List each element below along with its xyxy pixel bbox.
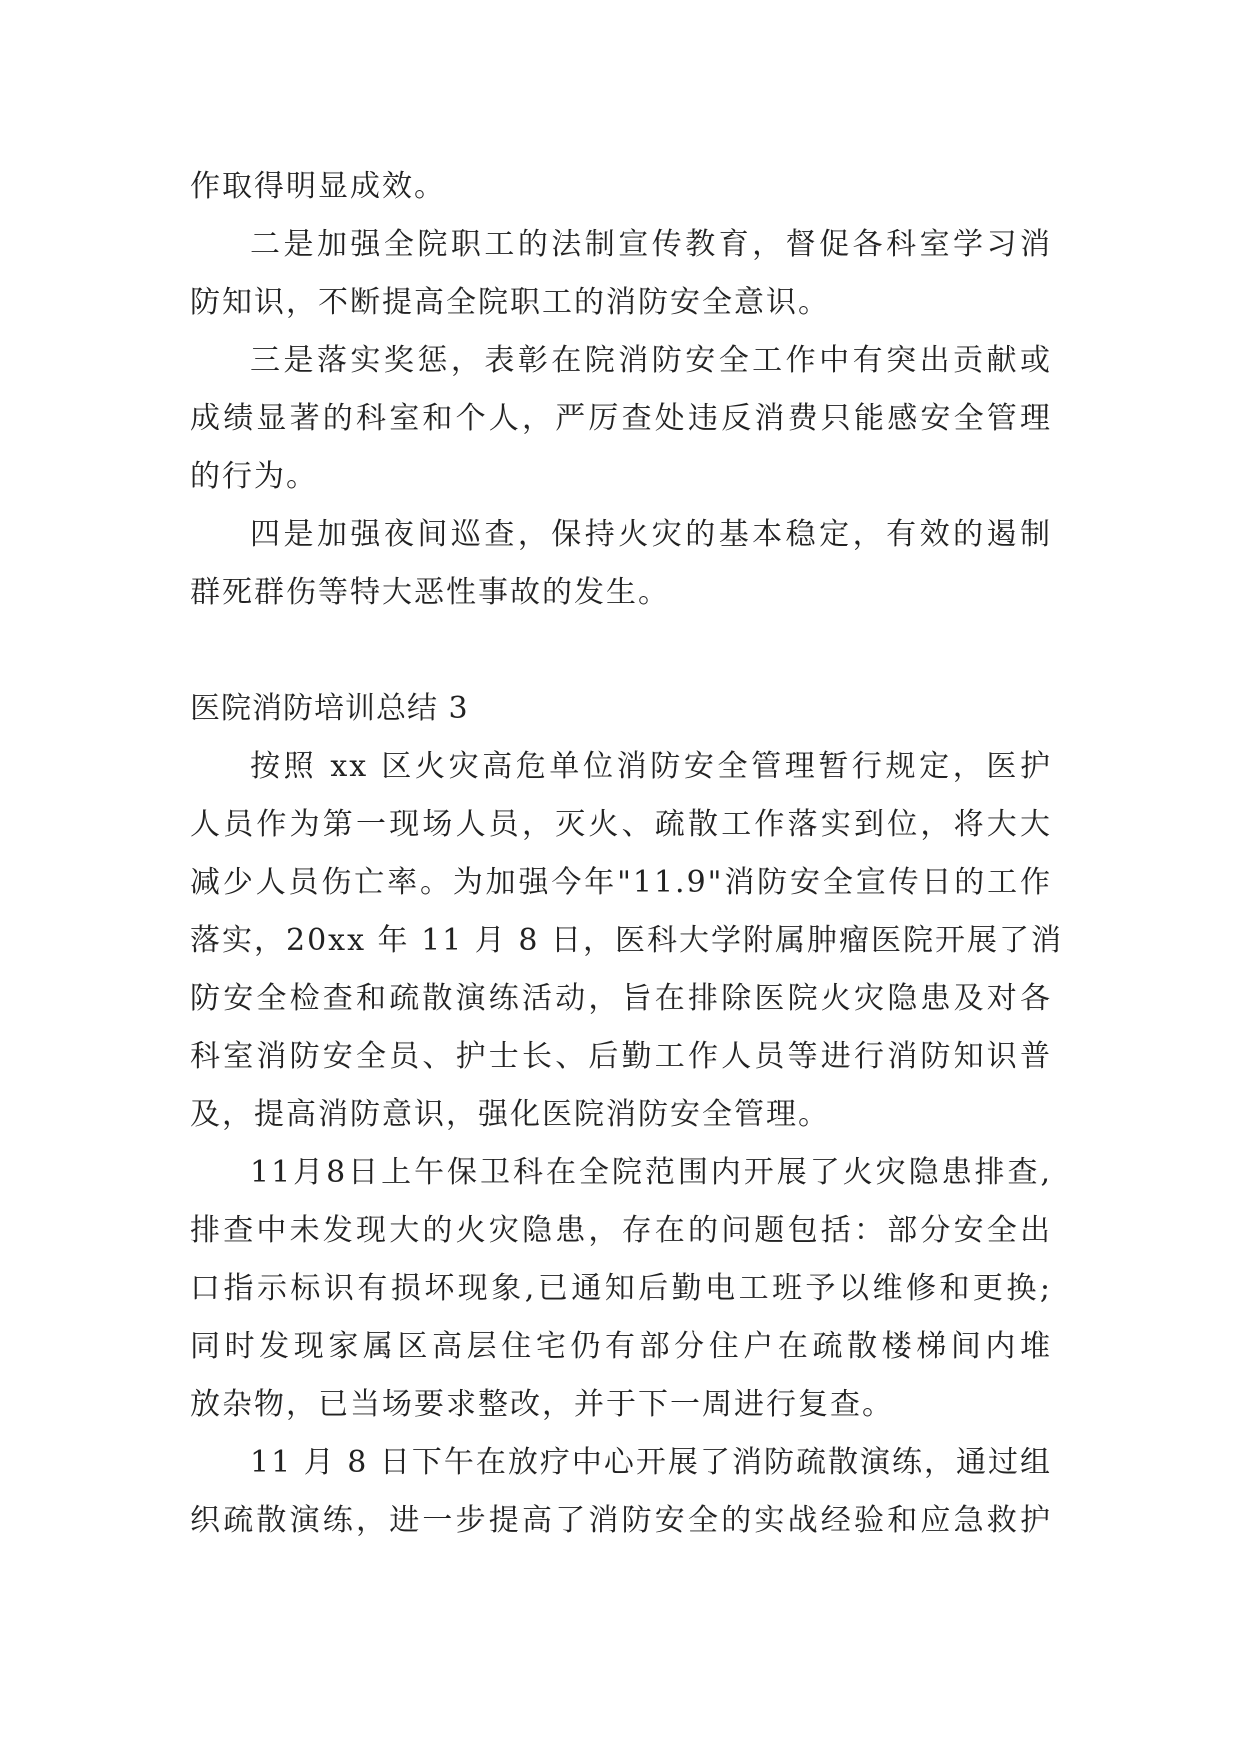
section-heading: 医院消防培训总结 3 bbox=[190, 691, 469, 726]
text-line: 四是加强夜间巡查，保持火灾的基本稳定，有效的遏制 bbox=[250, 517, 1052, 552]
section-gap bbox=[190, 622, 1052, 680]
text-line: 防安全检查和疏散演练活动，旨在排除医院火灾隐患及对各 bbox=[190, 981, 1052, 1016]
paragraph-night-patrol bbox=[190, 506, 1052, 622]
text-line: 减少人员伤亡率。为加强今年"11.9"消防安全宣传日的工作 bbox=[190, 865, 1052, 900]
text-line: 织疏散演练，进一步提高了消防安全的实战经验和应急救护 bbox=[190, 1503, 1052, 1538]
text-line: 成绩显著的科室和个人，严厉查处违反消费只能感安全管理 bbox=[190, 401, 1052, 436]
text-line: 人员作为第一现场人员，灭火、疏散工作落实到位，将大大 bbox=[190, 807, 1052, 842]
text-line: 作取得明显成效。 bbox=[190, 169, 446, 204]
text-line: 二是加强全院职工的法制宣传教育，督促各科室学习消 bbox=[250, 227, 1052, 262]
text-line: 11 月 8 日下午在放疗中心开展了消防疏散演练，通过组 bbox=[250, 1445, 1052, 1480]
text-line: 三是落实奖惩，表彰在院消防安全工作中有突出贡献或 bbox=[250, 343, 1052, 378]
text-line: 口指示标识有损坏现象,已通知后勤电工班予以维修和更换; bbox=[190, 1271, 1052, 1306]
text-line: 11月8日上午保卫科在全院范围内开展了火灾隐患排查, bbox=[250, 1155, 1052, 1190]
paragraph-continuation bbox=[190, 158, 1052, 216]
paragraph-hazard-inspection bbox=[190, 1144, 1052, 1434]
paragraph-legal-education bbox=[190, 216, 1052, 332]
paragraph-regulation bbox=[190, 738, 1063, 1144]
text-line: 群死群伤等特大恶性事故的发生。 bbox=[190, 575, 670, 610]
text-line: 放杂物，已当场要求整改，并于下一周进行复查。 bbox=[190, 1387, 894, 1422]
text-line: 排查中未发现大的火灾隐患，存在的问题包括：部分安全出 bbox=[190, 1213, 1052, 1248]
document-page bbox=[190, 158, 1063, 1550]
text-line: 科室消防安全员、护士长、后勤工作人员等进行消防知识普 bbox=[190, 1039, 1052, 1074]
text-line: 按照 xx 区火灾高危单位消防安全管理暂行规定，医护 bbox=[250, 749, 1052, 784]
text-line: 落实，20xx 年 11 月 8 日，医科大学附属肿瘤医院开展了消 bbox=[190, 923, 1063, 958]
paragraph-evacuation-drill bbox=[190, 1434, 1052, 1550]
text-line: 防知识，不断提高全院职工的消防安全意识。 bbox=[190, 285, 830, 320]
text-line: 的行为。 bbox=[190, 459, 318, 494]
text-line: 及，提高消防意识，强化医院消防安全管理。 bbox=[190, 1097, 830, 1132]
text-line: 同时发现家属区高层住宅仍有部分住户在疏散楼梯间内堆 bbox=[190, 1329, 1052, 1364]
paragraph-rewards-penalties bbox=[190, 332, 1052, 506]
